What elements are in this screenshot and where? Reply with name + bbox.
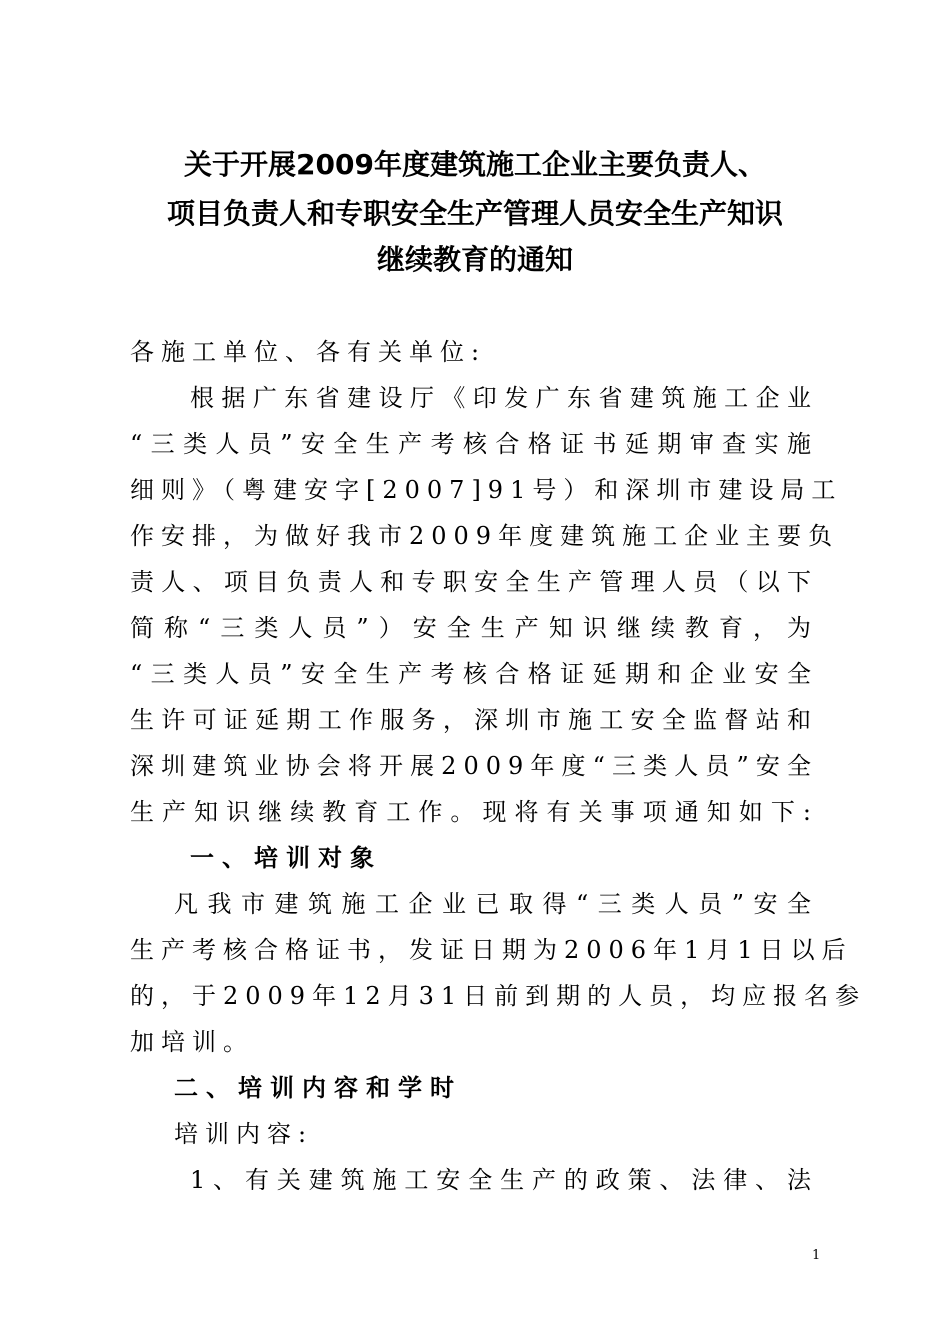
section-2-sub-label: 培训内容:: [174, 1120, 314, 1148]
body-line-8: 生许可证延期工作服务，深圳市施工安全监督站和: [130, 706, 818, 734]
section-1-line-1: 凡我市建筑施工企业已取得“三类人员”安全: [174, 890, 818, 918]
section-1-line-2: 生产考核合格证书，发证日期为2006年1月1日以后: [130, 936, 853, 964]
section-1-line-4: 加培训。: [130, 1028, 254, 1056]
page-number: 1: [812, 1248, 821, 1263]
body-line-6: 简称“三类人员”）安全生产知识继续教育，为: [130, 614, 818, 642]
body-line-1: 根据广东省建设厅《印发广东省建筑施工企业: [190, 384, 818, 412]
body-line-2: “三类人员”安全生产考核合格证书延期审查实施: [130, 430, 818, 458]
section-2-item-1: 1、有关建筑施工安全生产的政策、法律、法: [190, 1166, 818, 1194]
document-title-line-3: 继续教育的通知: [376, 243, 573, 276]
document-title-line-1: 关于开展2009年度建筑施工企业主要负责人、: [184, 148, 766, 181]
section-1-line-3: 的，于2009年12月31日前到期的人员，均应报名参: [130, 982, 867, 1010]
document-title-line-2: 项目负责人和专职安全生产管理人员安全生产知识: [166, 197, 783, 230]
salutation: 各施工单位、各有关单位:: [130, 338, 487, 366]
body-line-3: 细则》（粤建安字[2007]91号）和深圳市建设局工: [130, 476, 843, 504]
body-line-10: 生产知识继续教育工作。现将有关事项通知如下:: [130, 798, 818, 826]
body-line-4: 作安排，为做好我市2009年度建筑施工企业主要负: [130, 522, 840, 550]
body-line-5: 责人、项目负责人和专职安全生产管理人员（以下: [130, 568, 818, 596]
body-line-9: 深圳建筑业协会将开展2009年度“三类人员”安全: [130, 752, 818, 780]
section-1-heading: 一、培训对象: [190, 844, 382, 872]
body-line-7: “三类人员”安全生产考核合格证延期和企业安全: [130, 660, 818, 688]
section-2-heading: 二、培训内容和学时: [174, 1074, 462, 1102]
